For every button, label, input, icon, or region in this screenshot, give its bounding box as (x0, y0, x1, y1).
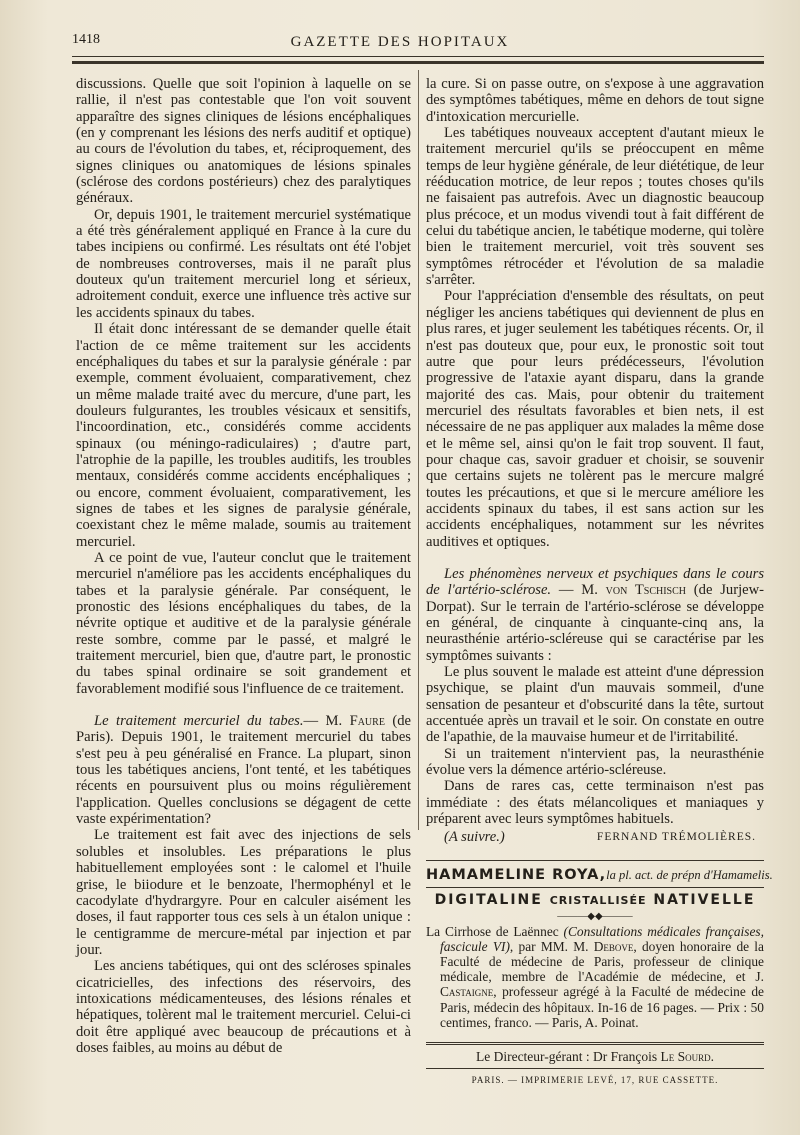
author-name: Faure (349, 713, 385, 730)
article-faure: Le traitement mercuriel du tabes.— M. Faure (de Paris). Depuis 1901, le traitement mercuriel du tabes s'est peu à peu généralisé en France. La plupart, sinon tous les tabétiques anciens, l'ont tenté, et les tabétiques récents en poursuivent plus ou moins régulièrement l'application. Quelles conclusions se dégagent de cette vaste expérimentation? (76, 713, 411, 828)
paragraph: discussions. Quelle que soit l'opinion à laquelle on se rallie, il n'est pas contestable que l'on voit souvent apparaître des signes cliniques de lésions encéphaliques (en y comprenant les lésions des nerfs auditif et optique) au cours de l'évolution du tabes, et, réciproquement, des signes cliniques ou anatomiques de lésions spinales (sclérose des cordons postérieurs) chez des paralytiques généraux. (76, 76, 411, 207)
paragraph: A ce point de vue, l'auteur conclut que le traitement mercuriel n'améliore pas les accidents encéphaliques du tabes et la paralysie générale. Par conséquent, le pronostic des lésions encéphaliques du tabes, de la névrite optique et auditive et de la paralysie générale reste sombre, comme par le passé, et malgré le traitement mercuriel, bien que, d'autre part, le pronostic du tabes spinal ordinaire se soit grandement et favorablement modifié sous l'influence de ce traitement. (76, 549, 411, 697)
ad-digitaline: DIGITALINE CRISTALLISÉE NATIVELLE (426, 887, 764, 909)
header-rule-thick (72, 61, 764, 64)
book-notice: La Cirrhose de Laënnec (Consultations médicales françaises, fascicule VI), par MM. M. Debove, doyen honoraire de la Faculté de médecine de Paris, professeur de clinique médicale, membre de l'Académie de médecine, et J. Castaigne, professeur agrégé à la Faculté de médecine de Paris, médecin des hôpitaux. In-16 de 16 pages. — Prix : 50 centimes, franco. — Paris, A. Poinat. (426, 923, 764, 1030)
right-column (426, 76, 773, 1089)
left-column (76, 76, 411, 1056)
printer-line: PARIS. — IMPRIMERIE LEVÉ, 17, RUE CASSETTE. (426, 1068, 764, 1088)
paragraph: Le plus souvent le malade est atteint d'une dépression psychique, se plaint d'un mauvais sommeil, d'une sensation de pesanteur et d'obscurité dans la tête, surtout accentuée après un travail et le soir. On constate en outre de l'apathie, de la mauvaise humeur et de l'irritabilité. (426, 664, 764, 746)
header-rule (72, 56, 764, 57)
article-title: Le traitement mercuriel du tabes. (94, 713, 304, 730)
paragraph: Les tabétiques nouveaux acceptent d'autant mieux le traitement mercuriel qu'ils se préoccupent en même temps de leur hygiène générale, de leur diététique, de leur rééducation motrice, de leur repos ; toutes choses qu'ils ne faisaient pas autrefois. Avec un diagnostic beaucoup plus précoce, et un modus vivendi tout à fait différent de celui du tabétique ancien, le tabétique moderne, qui tolère bien le traitement mercuriel, voit très souvent ses symptômes rétrocéder et l'évolution de sa maladie s'arrêter. (426, 125, 764, 289)
paragraph: Dans de rares cas, cette terminaison n'est pas immédiate : des états mélancoliques et maniaques y préparent avec leurs symptômes habituels. (426, 778, 764, 828)
running-title: GAZETTE DES HOPITAUX (290, 34, 510, 50)
page-number: 1418 (72, 32, 100, 47)
author-signature: FERNAND TRÉMOLIÈRES. (596, 831, 756, 844)
paragraph: la cure. Si on passe outre, on s'expose à une aggravation des symptômes tabétiques, même en dehors de tout signe d'intoxication mercurielle. (426, 76, 764, 125)
column-divider (418, 70, 419, 830)
paragraph: Il était donc intéressant de se demander quelle était l'action de ce même traitement sur les accidents encéphaliques du tabes et sur la paralysie générale : par exemple, comment évoluaient, comparativement, chez un même malade traité avec du mercure, d'une part, les douleurs fulgurantes, les troubles vésicaux et sensitifs, l'incoordination, etc., considérés comme accidents spinaux (ou méningo-radiculaires) ; d'autre part, l'atrophie de la papille, les troubles auditifs, les troubles mentaux, considérés comme accidents encéphaliques ; ou encore, comment évoluaient, comparativement, les signes de tabes et les signes de paralysie générale, coexistant chez le même malade, soumis au traitement mercuriel. (76, 321, 411, 550)
signature-line (426, 829, 764, 845)
paragraph: Or, depuis 1901, le traitement mercuriel systématique a été très généralement appliqué en France à la cure du tabes incipiens ou confirmé. Les résultats ont été l'objet de nombreuses controverses, mais il ne paraît plus douteux qu'un traitement mercuriel long et sérieux, adroitement conduit, exerce une influence très active sur les accidents spinaux du tabes. (76, 206, 411, 321)
paragraph: Les anciens tabétiques, qui ont des scléroses spinales cicatricielles, des infections des réservoirs, des intoxications médicamenteuses, des lésions rénales et hépatiques, tolèrent mal le traitement mercuriel. Celui-ci doit être appliqué avec beaucoup de précautions et à doses faibles, au moins au début de (76, 958, 411, 1056)
director-line: Le Directeur-gérant : Dr François Le Sourd. (426, 1042, 764, 1065)
to-be-continued: (A suivre.) (444, 829, 505, 846)
article-title: Les phénomènes nerveux et psychiques dans le cours de l'artério-sclérose. (426, 565, 764, 599)
ad-hamameline: HAMAMELINE ROYA,la pl. act. de prépn d'Hamamelis. (426, 866, 773, 883)
paragraph: Le traitement est fait avec des injections de sels solubles et insolubles. Les préparations le plus habituellement employées sont : le calomel et l'huile grise, le biiodure et le benzoate, l'hermophényl et le cacodylate d'hydrargyre. Pour en calculer aisément les doses, il faut rapporter tous ces sels à un étalon unique : le centigramme de mercure-métal par injection et par jour. (76, 827, 411, 958)
article-tschisch: Les phénomènes nerveux et psychiques dans le cours de l'artério-sclérose. — M. von Tschisch (de Jurjew-Dorpat). Sur le terrain de l'artério-sclérose se développe en général, de cinquante à cinquante-cinq ans, la neurasthénie artério-scléreuse qui se caractérise par les symptômes suivants : (426, 565, 764, 664)
advertisements (426, 860, 773, 1030)
paragraph: Pour l'appréciation d'ensemble des résultats, on peut négliger les anciens tabétiques qui deviennent de plus en plus rares, et juger seulement les tabétiques récents. Or, il n'est pas douteux que, pour eux, le pronostic soit tout autre que pour leurs prédécesseurs, l'évolution progressive de l'ataxie ayant disparu, dans la grande majorité des cas. Mais, pour obtenir du traitement mercuriel des résultats favorables et bien nets, il est nécessaire de ne pas appliquer aux malades la même dose et le même sel, ainsi qu'on le fait trop souvent. Il faut, pour chaque cas, savoir graduer et choisir, se souvenir que certains sujets ne tolèrent pas le mercure malgré toutes les précautions, et que si le mercure améliore les accidents spinaux du tabes, il est sans action sur les accidents encéphaliques, notamment sur les névrites auditives et optiques. (426, 288, 764, 550)
ornament-icon: ———◆◆——— (557, 910, 633, 922)
author-name: von Tschisch (605, 582, 687, 599)
paragraph: Si un traitement n'intervient pas, la neurasthénie évolue vers la démence artério-scléreuse. (426, 745, 764, 779)
